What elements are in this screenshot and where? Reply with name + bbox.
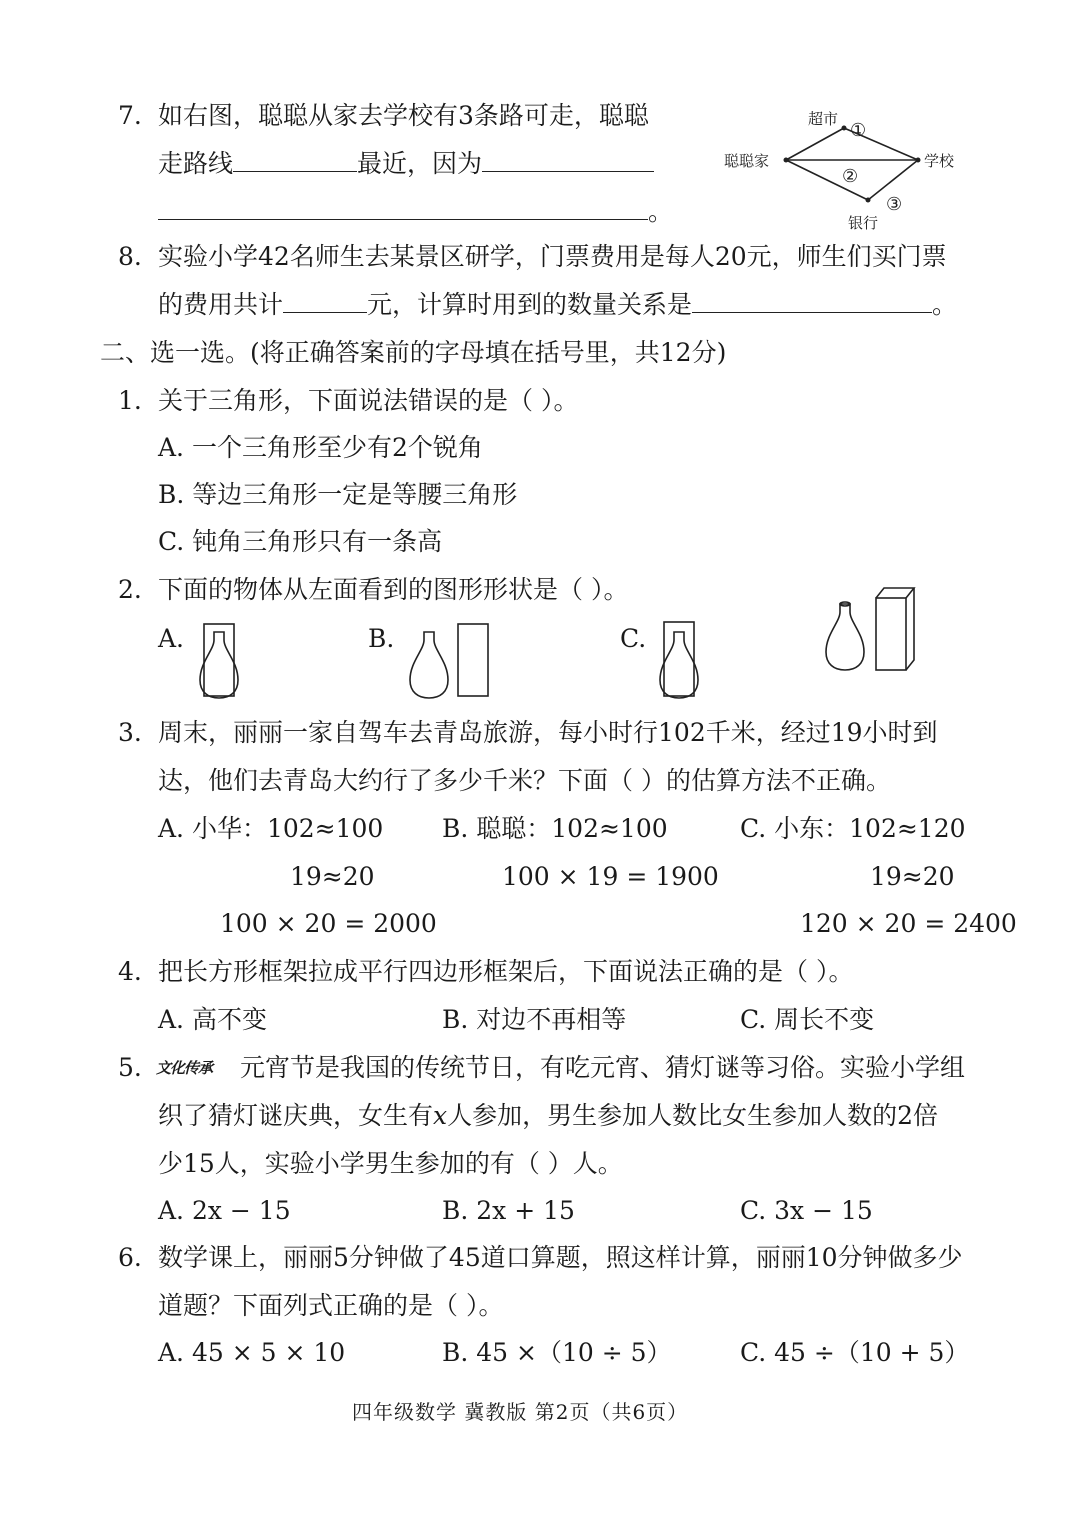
map-label-bank: 银行: [848, 214, 879, 232]
c2-option-a-label: A.: [158, 624, 185, 653]
map-label-school: 学校: [924, 152, 955, 170]
route-1-line-a: [786, 128, 844, 160]
q8-text-relation: 元，计算时用到的数量关系是: [367, 290, 693, 319]
vase-3d: [826, 604, 864, 670]
c3-line-2: 达，他们去青岛大约行了多少千米？下面（ ）的估算方法不正确。: [158, 766, 891, 795]
c5-number: 5.: [118, 1053, 142, 1082]
q8-text-total: 的费用共计: [158, 290, 284, 319]
school-point: [916, 158, 921, 163]
q7-answer-blank-reason[interactable]: [482, 147, 654, 172]
c6-option-a: A. 45 × 5 × 10: [158, 1338, 346, 1367]
q8-answer-blank-relation[interactable]: [692, 288, 932, 313]
box-behind-vase-outline: [204, 624, 234, 696]
c2-object-figure: [822, 584, 922, 674]
section-2-heading: 二、选一选。(将正确答案前的字母填在括号里，共12分): [100, 338, 727, 367]
q7-text-because: 最近，因为: [357, 149, 483, 178]
q7-number: 7.: [118, 101, 142, 130]
c2-option-a-figure: [192, 618, 252, 698]
q7-text-route: 走路线: [158, 149, 234, 178]
c2-option-c-label: C.: [620, 624, 647, 653]
c5-line-1: 元宵节是我国的传统节日，有吃元宵、猜灯谜等习俗。实验小学组: [240, 1053, 966, 1082]
c5-line-2: [158, 1099, 938, 1133]
c6-number: 6.: [118, 1243, 142, 1272]
c1-number: 1.: [118, 386, 142, 415]
q8-number: 8.: [118, 242, 142, 271]
bank-point: [866, 198, 871, 203]
c4-stem: 把长方形框架拉成平行四边形框架后，下面说法正确的是（ ）。: [158, 957, 854, 986]
c1-option-a: A. 一个三角形至少有2个锐角: [158, 433, 483, 462]
c5-option-c: C. 3x − 15: [740, 1196, 873, 1225]
vase-outline: [200, 632, 238, 698]
c3-option-b-line-1: B. 聪聪：102≈100: [442, 814, 668, 843]
c5-line-3: 少15人，实验小学男生参加的有（ ）人。: [158, 1149, 623, 1178]
box-outline: [458, 624, 488, 696]
c6-option-c: C. 45 ÷（10 + 5）: [740, 1338, 970, 1367]
q8-line-1: 实验小学42名师生去某景区研学，门票费用是每人20元，师生们买门票: [158, 242, 947, 271]
c4-option-b: B. 对边不再相等: [442, 1005, 627, 1034]
map-label-route-3: ③: [886, 194, 903, 215]
map-label-route-2: ②: [842, 166, 859, 187]
home-point: [784, 158, 789, 163]
c1-stem: 关于三角形，下面说法错误的是（ ）。: [158, 386, 579, 415]
c5-variable-x: x: [433, 1101, 448, 1130]
map-label-supermarket: 超市: [808, 110, 839, 128]
c6-option-b: B. 45 ×（10 ÷ 5）: [442, 1338, 672, 1367]
culture-heritage-logo: 文化传承: [156, 1059, 213, 1077]
c4-option-a: A. 高不变: [158, 1005, 267, 1034]
q7-line-2: [158, 147, 654, 181]
c4-number: 4.: [118, 957, 142, 986]
c3-option-a-line-1: A. 小华：102≈100: [158, 814, 384, 843]
supermarket-point: [842, 126, 847, 131]
c2-option-b-figure: [402, 618, 502, 698]
map-label-route-1: ①: [850, 120, 867, 141]
c2-stem: 下面的物体从左面看到的图形形状是（ ）。: [158, 575, 629, 604]
box-3d-top: [876, 588, 914, 598]
c5-option-b: B. 2x + 15: [442, 1196, 575, 1225]
box-outline: [664, 622, 694, 696]
c6-line-1: 数学课上，丽丽5分钟做了45道口算题，照这样计算，丽丽10分钟做多少: [158, 1243, 963, 1272]
c3-option-a-line-3: 100 × 20 = 2000: [220, 909, 437, 938]
c5-line-2-part-a: 织了猜灯谜庆典，女生有: [158, 1101, 434, 1130]
c3-line-1: 周末，丽丽一家自驾车去青岛旅游，每小时行102千米，经过19小时到: [158, 718, 938, 747]
q7-route-map: [718, 100, 978, 240]
c3-option-c-line-1: C. 小东：102≈120: [740, 814, 966, 843]
box-3d-front: [876, 598, 906, 670]
q7-line-3: [158, 195, 673, 229]
q7-answer-blank-reason-cont[interactable]: [158, 195, 648, 220]
c2-option-b-label: B.: [368, 624, 395, 653]
q8-answer-blank-total[interactable]: [283, 288, 367, 313]
c2-number: 2.: [118, 575, 142, 604]
c3-option-c-line-3: 120 × 20 = 2400: [800, 909, 1017, 938]
q7-answer-blank-route[interactable]: [233, 147, 357, 172]
c3-option-c-line-2: 19≈20: [870, 862, 955, 891]
c3-option-a-line-2: 19≈20: [290, 862, 375, 891]
c1-option-b: B. 等边三角形一定是等腰三角形: [158, 480, 518, 509]
c4-option-c: C. 周长不变: [740, 1005, 875, 1034]
c3-number: 3.: [118, 718, 142, 747]
q7-period: 。: [648, 197, 674, 226]
map-label-home: 聪聪家: [724, 152, 770, 170]
page-footer: 四年级数学 冀教版 第2页（共6页）: [352, 1400, 689, 1424]
vase-behind-box-outline: [660, 632, 698, 698]
c6-line-2: 道题？下面列式正确的是（ ）。: [158, 1291, 504, 1320]
c3-option-b-line-2: 100 × 19 = 1900: [502, 862, 719, 891]
q8-line-2: [158, 288, 957, 322]
q8-period: 。: [932, 290, 958, 319]
box-3d-side: [906, 588, 914, 670]
c5-line-2-part-b: 人参加，男生参加人数比女生参加人数的2倍: [447, 1101, 939, 1130]
c2-option-c-figure: [652, 618, 712, 698]
c5-option-a: A. 2x − 15: [158, 1196, 291, 1225]
c1-option-c: C. 钝角三角形只有一条高: [158, 527, 443, 556]
q7-line-1: 如右图，聪聪从家去学校有3条路可走，聪聪: [158, 101, 649, 130]
vase-outline: [410, 632, 448, 698]
